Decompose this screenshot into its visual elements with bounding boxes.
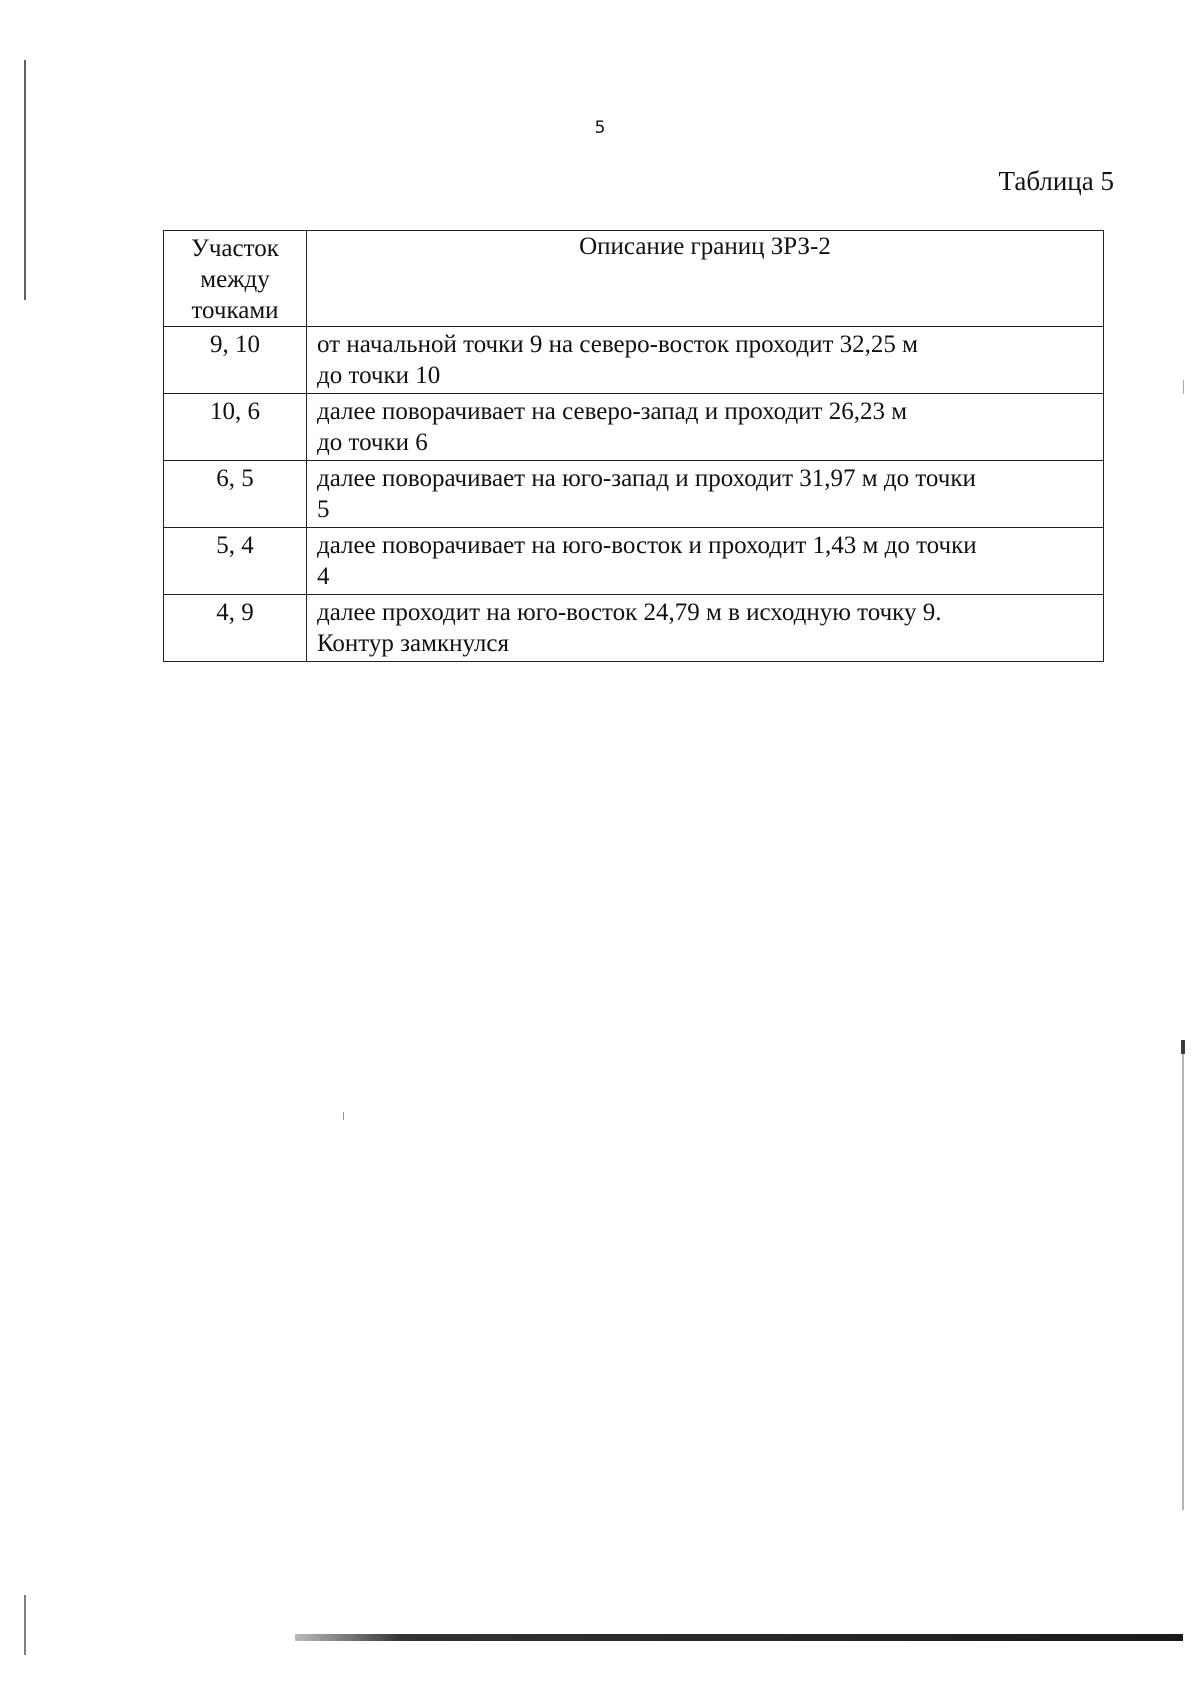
- description-cell: [307, 528, 1104, 595]
- description-line: 4: [317, 563, 330, 590]
- table-row: [164, 528, 1104, 595]
- table-row: [164, 394, 1104, 461]
- boundary-description-table: [163, 230, 1104, 662]
- scan-edge-artifact: [24, 60, 26, 300]
- description-cell: [307, 595, 1104, 662]
- scan-edge-artifact: [24, 1595, 26, 1655]
- segment-header-line: между: [200, 266, 270, 293]
- description-cell: [307, 394, 1104, 461]
- segment-cell: 5, 4: [164, 528, 307, 595]
- description-line: далее поворачивает на юго-запад и проходит 31,97 м до точки: [317, 465, 976, 492]
- table-row: [164, 461, 1104, 528]
- description-line: от начальной точки 9 на северо-восток проходит 32,25 м: [317, 331, 918, 358]
- scan-edge-artifact: [1182, 1040, 1184, 1510]
- description-line: далее проходит на юго-восток 24,79 м в исходную точку 9.: [317, 599, 942, 626]
- table-header-row: [164, 231, 1104, 327]
- description-line: Контур замкнулся: [317, 630, 509, 657]
- scan-speck: [343, 1112, 344, 1120]
- description-line: 5: [317, 496, 330, 523]
- segment-header-line: Участок: [191, 235, 279, 262]
- segment-header-line: точками: [191, 297, 279, 324]
- description-cell: [307, 327, 1104, 394]
- description-line: далее поворачивает на северо-запад и проходит 26,23 м: [317, 398, 908, 425]
- scan-edge-artifact: [1183, 380, 1184, 394]
- description-column-header: Описание границ ЗРЗ-2: [307, 231, 1104, 327]
- segment-cell: 9, 10: [164, 327, 307, 394]
- segment-column-header: [164, 231, 307, 327]
- description-cell: [307, 461, 1104, 528]
- segment-cell: 10, 6: [164, 394, 307, 461]
- description-line: до точки 6: [317, 429, 428, 456]
- description-line: далее поворачивает на юго-восток и проходит 1,43 м до точки: [317, 532, 977, 559]
- segment-cell: 4, 9: [164, 595, 307, 662]
- scan-edge-artifact: [1181, 1040, 1185, 1054]
- segment-cell: 6, 5: [164, 461, 307, 528]
- table-caption: Таблица 5: [998, 166, 1114, 196]
- page-number: 5: [594, 118, 606, 138]
- scan-bottom-edge: [295, 1634, 1183, 1641]
- table-row: [164, 595, 1104, 662]
- table-row: [164, 327, 1104, 394]
- description-line: до точки 10: [317, 362, 441, 389]
